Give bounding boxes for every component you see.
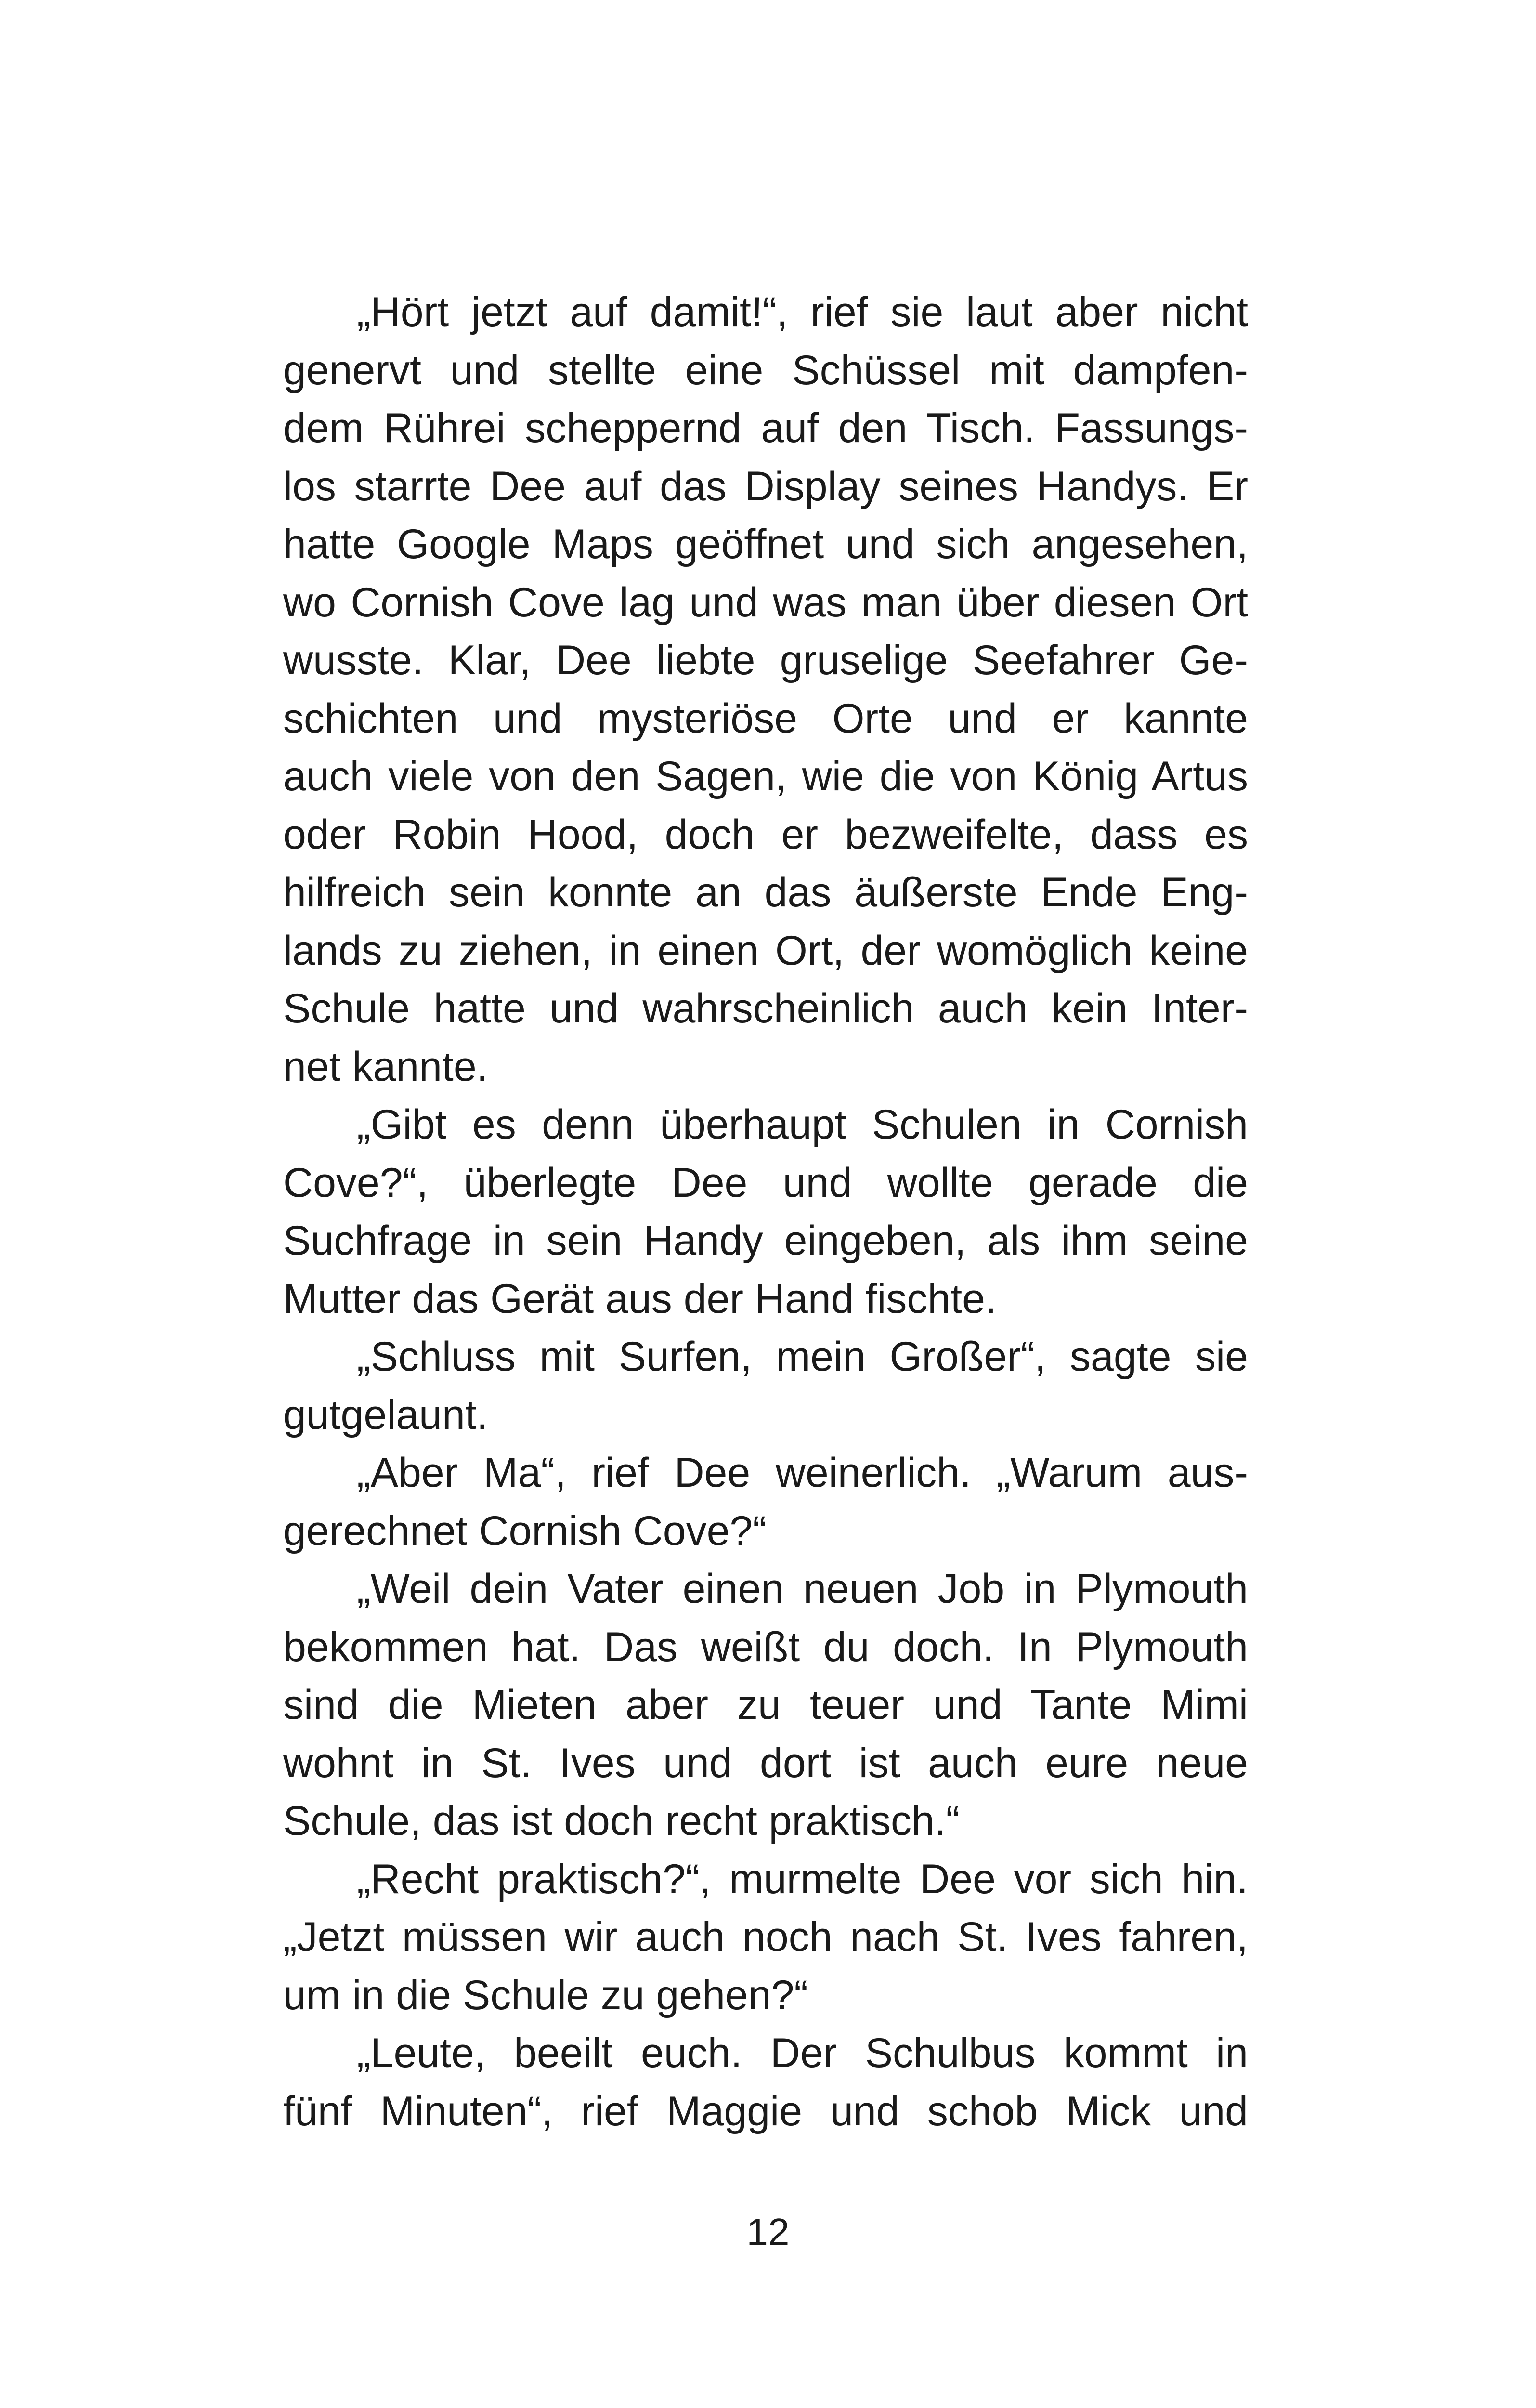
text-line: schichten und mysteriöse Orte und er kannte (283, 695, 1248, 742)
text-line: lands zu ziehen, in einen Ort, der womöglich keine (283, 927, 1248, 974)
text-line: net kannte. (283, 1043, 488, 1090)
text-line: hatte Google Maps geöffnet und sich angesehen, (283, 521, 1248, 567)
text-line: „Gibt es denn überhaupt Schulen in Cornish (357, 1101, 1248, 1148)
text-line: gerechnet Cornish Cove?“ (283, 1507, 767, 1554)
text-line: dem Rührei scheppernd auf den Tisch. Fassungs- (283, 405, 1248, 451)
text-line: „Leute, beeilt euch. Der Schulbus kommt in (357, 2030, 1248, 2076)
text-line: um in die Schule zu gehen?“ (283, 1972, 808, 2018)
text-line: gutgelaunt. (283, 1391, 488, 1438)
text-line: sind die Mieten aber zu teuer und Tante Mimi (283, 1682, 1248, 1728)
text-line: Mutter das Gerät aus der Hand fischte. (283, 1275, 997, 1322)
text-line: Schule, das ist doch recht praktisch.“ (283, 1798, 960, 1844)
page-number: 12 (746, 2211, 790, 2253)
text-line: fünf Minuten“, rief Maggie und schob Mick und (283, 2088, 1248, 2134)
text-line: Schule hatte und wahrscheinlich auch kein Inter- (283, 985, 1248, 1032)
text-line: Cove?“, überlegte Dee und wollte gerade die (283, 1159, 1248, 1206)
text-line: oder Robin Hood, doch er bezweifelte, dass es (283, 811, 1248, 858)
text-line: auch viele von den Sagen, wie die von König Artus (283, 753, 1248, 799)
text-line: „Jetzt müssen wir auch noch nach St. Ives fahren, (283, 1914, 1248, 1960)
text-line: wohnt in St. Ives und dort ist auch eure neue (283, 1740, 1248, 1786)
text-line: „Recht praktisch?“, murmelte Dee vor sich hin. (357, 1856, 1248, 1902)
text-line: wo Cornish Cove lag und was man über diesen Ort (283, 579, 1248, 626)
text-line: los starrte Dee auf das Display seines Handys. Er (283, 463, 1248, 510)
text-line: Suchfrage in sein Handy eingeben, als ihm seine (283, 1217, 1248, 1264)
text-line: „Schluss mit Surfen, mein Großer“, sagte sie (357, 1334, 1248, 1380)
text-line: bekommen hat. Das weißt du doch. In Plymouth (283, 1623, 1248, 1670)
text-line: „Aber Ma“, rief Dee weinerlich. „Warum aus- (357, 1450, 1248, 1496)
body-text (283, 283, 1248, 2140)
text-line: wusste. Klar, Dee liebte gruselige Seefahrer Ge- (283, 637, 1248, 683)
text-line: genervt und stellte eine Schüssel mit dampfen- (283, 347, 1248, 393)
text-line: „Hört jetzt auf damit!“, rief sie laut aber nicht (357, 289, 1248, 335)
text-line: „Weil dein Vater einen neuen Job in Plymouth (357, 1566, 1248, 1612)
text-line: hilfreich sein konnte an das äußerste Ende Eng- (283, 869, 1248, 916)
